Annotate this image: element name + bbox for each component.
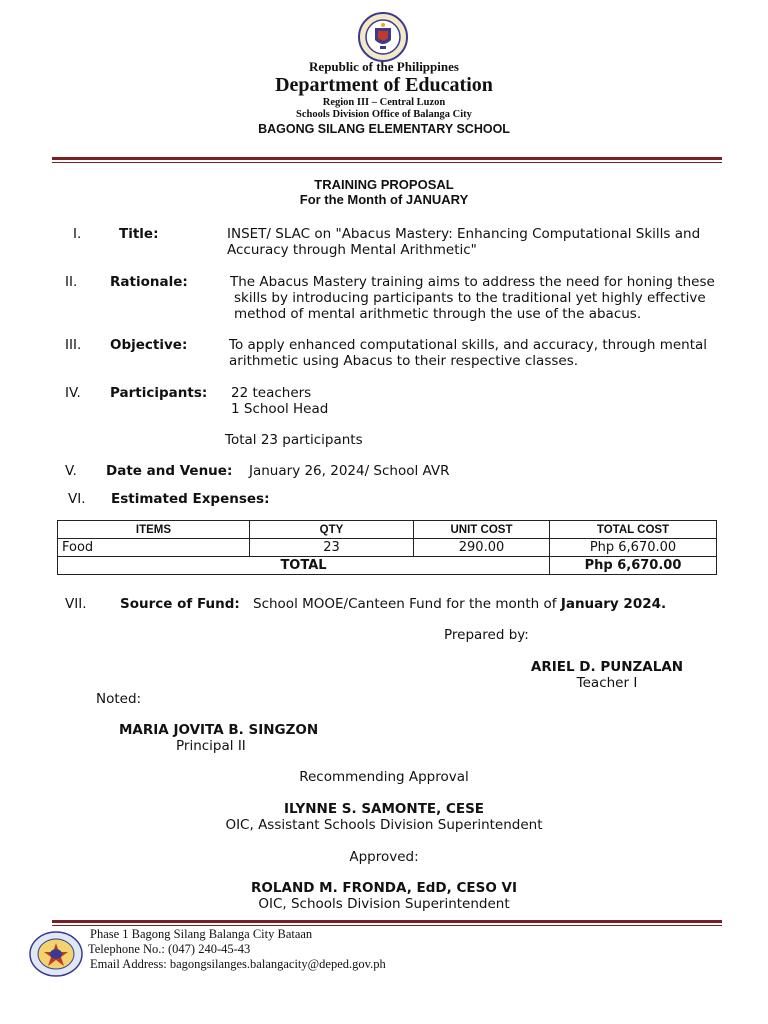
fund-value [253, 596, 666, 612]
prepared-label: Prepared by: [444, 627, 529, 643]
objective-text: arithmetic using Abacus to their respective classes. [229, 353, 579, 369]
header-rule-thin [52, 162, 722, 163]
footer-rule-thin [52, 925, 722, 926]
participants-teachers: 22 teachers [231, 385, 312, 401]
fund-value-month: January 2024. [560, 596, 667, 612]
footer-rule-thick [52, 920, 722, 923]
doc-subtitle: For the Month of JANUARY [299, 192, 469, 207]
section-num: VII. [65, 596, 87, 612]
region-heading: Region III – Central Luzon [322, 97, 446, 108]
title-text: INSET/ SLAC on "Abacus Mastery: Enhancing Computational Skills and [227, 226, 701, 242]
section-num: VI. [68, 491, 86, 507]
column-header: UNIT COST [414, 521, 550, 539]
noted-name: MARIA JOVITA B. SINGZON [119, 722, 319, 738]
column-header: ITEMS [58, 521, 250, 539]
recommending-title: OIC, Assistant Schools Division Superintendent [225, 817, 543, 833]
noted-label: Noted: [96, 691, 142, 707]
header-rule-thick [52, 157, 722, 160]
section-label: Date and Venue: [106, 463, 233, 479]
column-header: QTY [250, 521, 414, 539]
section-label: Participants: [110, 385, 208, 401]
noted-title: Principal II [176, 738, 246, 754]
section-num: II. [65, 274, 78, 290]
footer-address: Phase 1 Bagong Silang Balanga City Bataan [90, 927, 313, 941]
total-label-cell: TOTAL [58, 557, 550, 575]
item-cell: Food [58, 539, 250, 557]
school-heading: BAGONG SILANG ELEMENTARY SCHOOL [258, 122, 510, 136]
deped-seal-icon [358, 12, 408, 62]
rationale-text: The Abacus Mastery training aims to address the need for honing these [230, 274, 715, 290]
footer-telephone: Telephone No.: (047) 240-45-43 [88, 942, 251, 956]
table-total-row [58, 557, 717, 575]
prepared-name: ARIEL D. PUNZALAN [530, 659, 684, 675]
division-heading: Schools Division Office of Balanga City [296, 109, 472, 120]
participants-head: 1 School Head [231, 401, 329, 417]
rationale-text: method of mental arithmetic through the use of the abacus. [234, 306, 642, 322]
approved-name: ROLAND M. FRONDA, EdD, CESO VI [251, 880, 517, 896]
section-num: III. [65, 337, 82, 353]
expenses-table [57, 520, 717, 575]
prepared-title: Teacher I [576, 675, 638, 691]
section-num: V. [65, 463, 77, 479]
rationale-text: skills by introducing participants to the traditional yet highly effective [234, 290, 706, 306]
objective-text: To apply enhanced computational skills, and accuracy, through mental [229, 337, 708, 353]
school-seal-icon [28, 931, 84, 977]
department-heading: Department of Education [275, 74, 493, 96]
total-value-cell: Php 6,670.00 [550, 557, 717, 575]
table-header-row [58, 521, 717, 539]
doc-title: TRAINING PROPOSAL [314, 177, 454, 192]
approved-label: Approved: [349, 849, 419, 865]
recommending-name: ILYNNE S. SAMONTE, CESE [283, 801, 485, 817]
section-label: Title: [119, 226, 159, 242]
column-header: TOTAL COST [550, 521, 717, 539]
fund-value-text: School MOOE/Canteen Fund for the month of [253, 596, 557, 612]
title-text: Accuracy through Mental Arithmetic" [227, 242, 477, 258]
qty-cell: 23 [250, 539, 414, 557]
date-venue-value: January 26, 2024/ School AVR [249, 463, 450, 479]
republic-heading: Republic of the Philippines [309, 59, 459, 74]
section-label: Objective: [110, 337, 188, 353]
table-row [58, 539, 717, 557]
participants-total: Total 23 participants [225, 432, 363, 448]
section-label: Rationale: [110, 274, 188, 290]
footer-email: Email Address: bagongsilanges.balangacity@deped.gov.ph [90, 957, 386, 971]
recommending-label: Recommending Approval [299, 769, 469, 785]
unit-cost-cell: 290.00 [414, 539, 550, 557]
section-num: IV. [65, 385, 81, 401]
section-label: Source of Fund: [120, 596, 240, 612]
section-num: I. [73, 226, 82, 242]
approved-title: OIC, Schools Division Superintendent [258, 896, 510, 912]
section-label: Estimated Expenses: [111, 491, 270, 507]
total-cost-cell: Php 6,670.00 [550, 539, 717, 557]
